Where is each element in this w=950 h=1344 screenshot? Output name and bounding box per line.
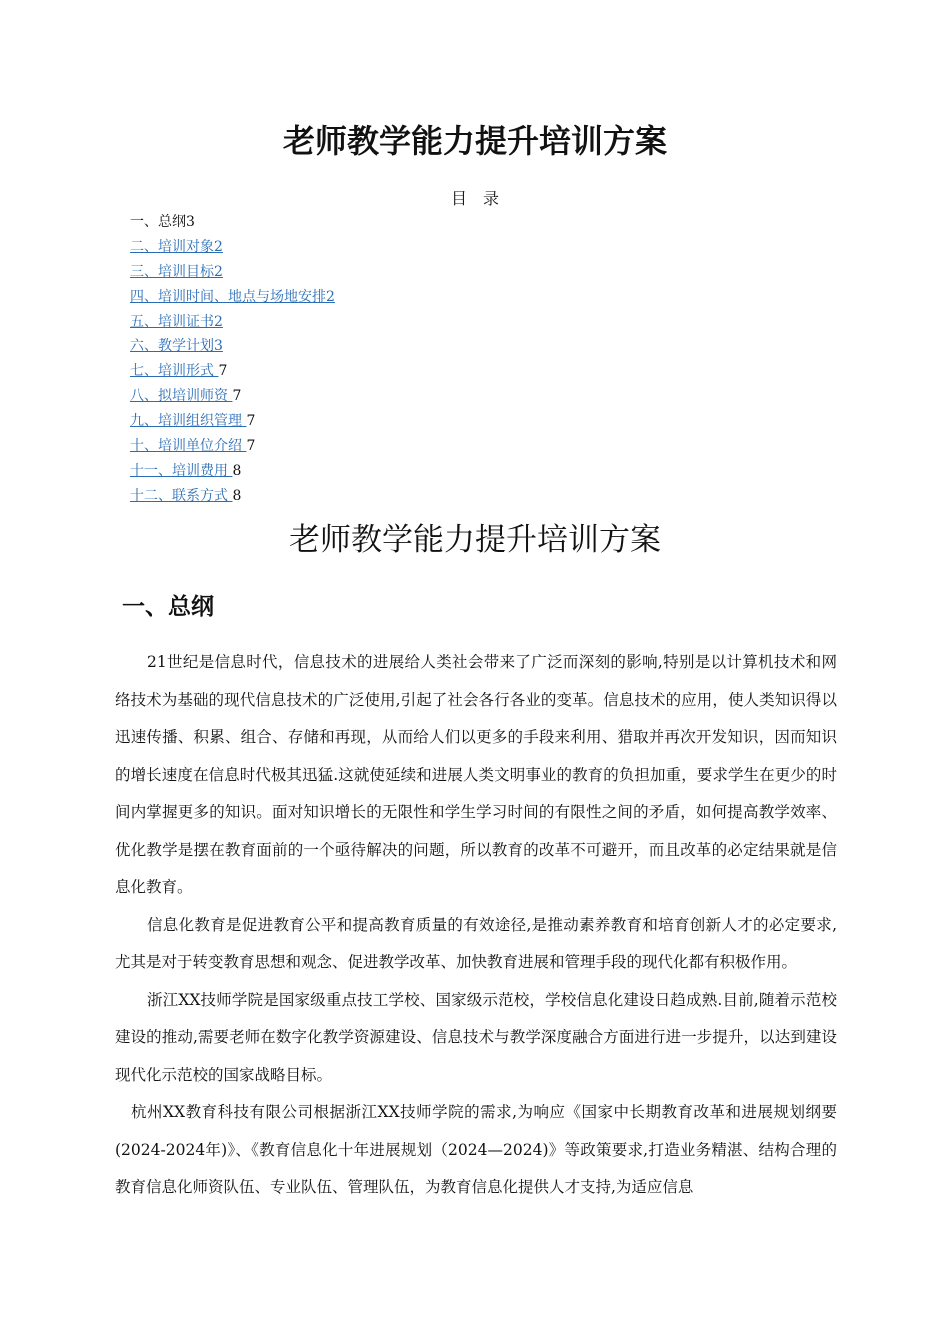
toc-item-page[interactable]: 2 — [214, 313, 223, 330]
toc-item[interactable] — [130, 334, 335, 359]
body-text — [115, 644, 837, 1207]
toc-item-label[interactable]: 八、拟培训师资 — [130, 388, 233, 405]
toc-item-label[interactable]: 九、培训组织管理 — [130, 413, 247, 430]
toc-item-label[interactable]: 三、培训目标 — [130, 263, 214, 280]
paragraph-3: 浙江XX技师学院是国家级重点技工学校、国家级示范校，学校信息化建设日趋成熟.目前,随着示范校建设的推动,需要老师在数字化教学资源建设、信息技术与教学深度融合方面进行进一步提升，以达到建设现代化示范校的国家战略目标。 — [115, 990, 837, 1084]
toc-item-page: 3 — [186, 214, 195, 230]
toc-item-label[interactable]: 四、培训时间、地点与场地安排 — [130, 288, 326, 305]
table-of-contents — [130, 210, 335, 509]
toc-item-page: 7 — [232, 388, 242, 405]
paragraph-1: 21世纪是信息时代，信息技术的进展给人类社会带来了广泛而深刻的影响,特别是以计算机技术和网络技术为基础的现代信息技术的广泛使用,引起了社会各行各业的变革。信息技术的应用，使人类知识得以迅速传播、积累、组合、存储和再现，从而给人们以更多的手段来利用、猎取并再次开发知识，因而知识的增长速度在信息时代极其迅猛.这就使延续和进展人类文明事业的教育的负担加重，要求学生在更少的时间内掌握更多的知识。面对知识增长的无限性和学生学习时间的有限性之间的矛盾，如何提高教学效率、优化教学是摆在教育面前的一个亟待解决的问题，所以教育的改革不可避开，而且改革的必定结果就是信息化教育。 — [115, 653, 837, 896]
toc-item-label[interactable]: 十、培训单位介绍 — [130, 438, 247, 455]
toc-item[interactable] — [130, 310, 335, 335]
toc-item[interactable] — [130, 434, 335, 459]
toc-item[interactable] — [130, 359, 335, 384]
paragraph-4: 杭州XX教育科技有限公司根据浙江XX技师学院的需求,为响应《国家中长期教育改革和进展规划纲要(2024-2024年)》、《教育信息化十年进展规划（2024—2024)》等政策要求,打造业务精湛、结构合理的教育信息化师资队伍、专业队伍、管理队伍，为教育信息化提供人才支持,为适应信息 — [115, 1103, 837, 1196]
toc-item[interactable] — [130, 260, 335, 285]
toc-item-label[interactable]: 二、培训对象 — [130, 238, 214, 255]
toc-item-label[interactable]: 六、教学计划 — [130, 338, 214, 355]
toc-item-label[interactable]: 五、培训证书 — [130, 313, 214, 330]
toc-item[interactable] — [130, 484, 335, 509]
toc-item-page[interactable]: 3 — [214, 338, 223, 355]
toc-item-page: 7 — [218, 363, 228, 380]
toc-item-page[interactable]: 2 — [214, 238, 223, 255]
toc-item[interactable] — [130, 285, 335, 310]
toc-item-label[interactable]: 十一、培训费用 — [130, 462, 233, 479]
toc-item-label: 一、总纲 — [130, 214, 186, 230]
toc-item — [130, 210, 335, 235]
toc-item-page[interactable]: 2 — [326, 288, 335, 305]
main-title: 老师教学能力提升培训方案 — [282, 122, 667, 160]
toc-heading: 目 录 — [450, 189, 499, 208]
toc-item[interactable] — [130, 384, 335, 409]
toc-item[interactable] — [130, 409, 335, 434]
toc-item-page: 7 — [246, 438, 256, 455]
toc-item[interactable] — [130, 459, 335, 484]
document-title: 老师教学能力提升培训方案 — [289, 522, 661, 558]
paragraph-2: 信息化教育是促进教育公平和提高教育质量的有效途径,是推动素养教育和培育创新人才的必定要求,尤其是对于转变教育思想和观念、促进教学改革、加快教育进展和管理手段的现代化都有积极作用。 — [115, 915, 837, 971]
toc-item-page: 7 — [246, 413, 256, 430]
toc-item[interactable] — [130, 235, 335, 260]
toc-item-page: 8 — [232, 462, 242, 479]
toc-item-page[interactable]: 2 — [214, 263, 223, 280]
toc-item-label[interactable]: 七、培训形式 — [130, 363, 219, 380]
section-heading-general: 一、总纲 — [122, 594, 214, 620]
toc-item-page: 8 — [232, 487, 242, 504]
toc-item-label[interactable]: 十二、联系方式 — [130, 487, 233, 504]
